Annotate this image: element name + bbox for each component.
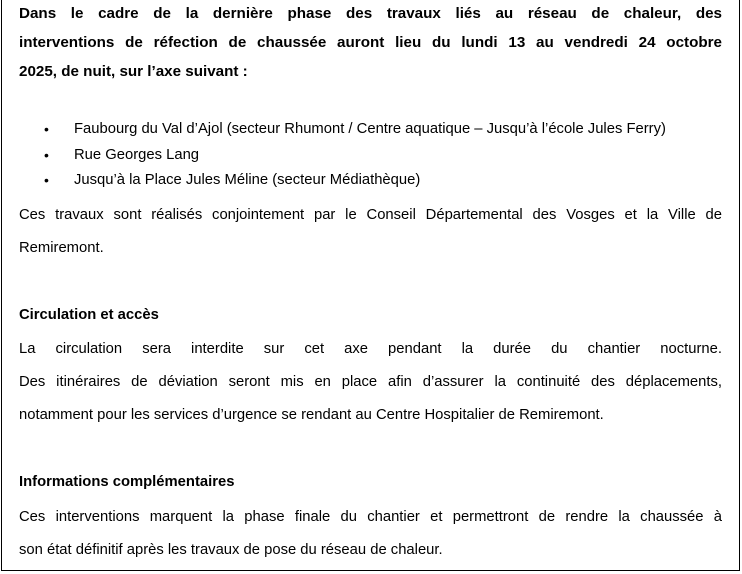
intro-line-3: 2025, de nuit, sur l’axe suivant : <box>19 63 248 80</box>
partners-line-2: Remiremont. <box>19 240 104 256</box>
street-list <box>44 119 666 196</box>
bullet-icon: • <box>44 146 49 163</box>
intro-line-1: Dans le cadre de la dernière phase des travaux liés au réseau de chaleur, des <box>19 5 722 22</box>
list-item <box>44 170 666 196</box>
infos-line-1: Ces interventions marquent la phase finale du chantier et permettront de rendre la chaussée à <box>19 509 722 525</box>
circulation-line-2: Des itinéraires de déviation seront mis en place afin d’assurer la continuité des déplacements, <box>19 374 722 390</box>
bullet-icon: • <box>44 172 49 188</box>
partners-line-1: Ces travaux sont réalisés conjointement par le Conseil Départemental des Vosges et la Ville de <box>19 207 722 223</box>
list-item-label: Rue Georges Lang <box>74 146 200 163</box>
list-item-label: Faubourg du Val d’Ajol (secteur Rhumont / Centre aquatique – Jusqu’à l’école Jules Ferry) <box>74 121 666 137</box>
circulation-line-1: La circulation sera interdite sur cet axe pendant la durée du chantier nocturne. <box>19 341 722 357</box>
intro-line-2: interventions de réfection de chaussée auront lieu du lundi 13 au vendredi 24 octobre <box>19 34 722 51</box>
circulation-heading: Circulation et accès <box>19 307 159 323</box>
list-item-label: Jusqu’à la Place Jules Méline (secteur Médiathèque) <box>74 172 421 188</box>
infos-line-2: son état définitif après les travaux de pose du réseau de chaleur. <box>19 542 443 558</box>
infos-heading: Informations complémentaires <box>19 474 235 490</box>
circulation-line-3: notamment pour les services d’urgence se rendant au Centre Hospitalier de Remiremont. <box>19 407 604 423</box>
list-item <box>44 119 666 145</box>
bullet-icon: • <box>44 121 49 137</box>
list-item <box>44 145 666 171</box>
